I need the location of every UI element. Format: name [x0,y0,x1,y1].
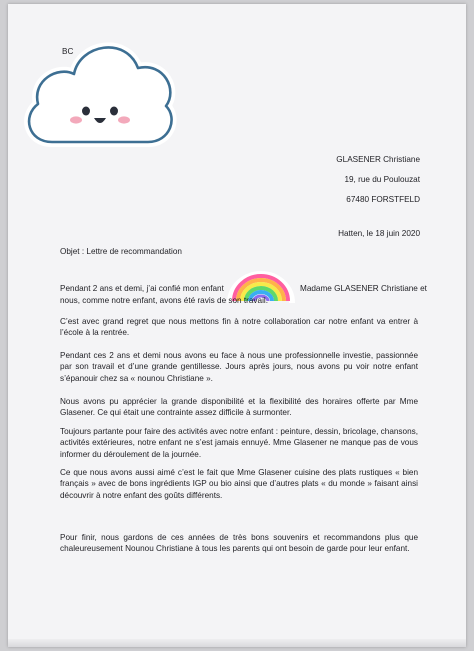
paragraph-7: Pour finir, nous gardons de ces années de très bons souvenirs et recommandons plus que chaleureusement Nounou Christiane à tous les parents qui ont besoin de garde pour leur enfant. [60,533,418,554]
paragraph-5: Toujours partante pour faire des activités avec notre enfant : peinture, dessin, bricolage, chansons, activités extérieures, notre enfant ne s’est jamais ennuyé. Mme Glasener ne manque pas de vous informer du déroulement de la journée. [60,427,418,459]
cloud-sticker-icon [18,18,178,158]
recipient-city: 67480 FORSTFELD [346,195,420,204]
sender-top-fragment: BC [62,47,74,56]
scan-edge-shadow [8,639,466,647]
paragraph-1-part-c: nous, comme notre enfant, avons été ravis de son travail. [60,296,268,305]
recipient-name: GLASENER Christiane [336,155,420,164]
paragraph-6: Ce que nous avons aussi aimé c’est le fait que Mme Glasener cuisine des plats rustiques « bien français » avec de bons ingrédients IGP ou bio ainsi que d’autres plats « du monde » faisant ainsi découvrir à notre enfant des goûts différents. [60,468,418,500]
date-line: Hatten, le 18 juin 2020 [338,229,420,238]
recipient-street: 19, rue du Poulouzat [344,175,420,184]
paragraph-1-part-a: Pendant 2 ans et demi, j’ai confié mon enfant [60,284,224,293]
paragraph-4: Nous avons pu apprécier la grande disponibilité et la flexibilité des horaires offerte par Mme Glasener. Ce qui était une contrainte assez difficile à surmonter. [60,397,418,418]
paragraph-3: Pendant ces 2 ans et demi nous avons eu face à nous une professionnelle investie, passionnée par son travail et d’une grande gentillesse. Jours après jours, nous avons pu voir notre enfant s’épanouir chez sa « nounou Christiane ». [60,351,418,383]
scanned-letter-page [8,4,466,647]
subject-line: Objet : Lettre de recommandation [60,247,182,256]
paragraph-2: C’est avec grand regret que nous mettons fin à notre collaboration car notre enfant va entrer à l’école à la rentrée. [60,317,418,338]
paragraph-1-part-b: Madame GLASENER Christiane et [300,284,427,293]
